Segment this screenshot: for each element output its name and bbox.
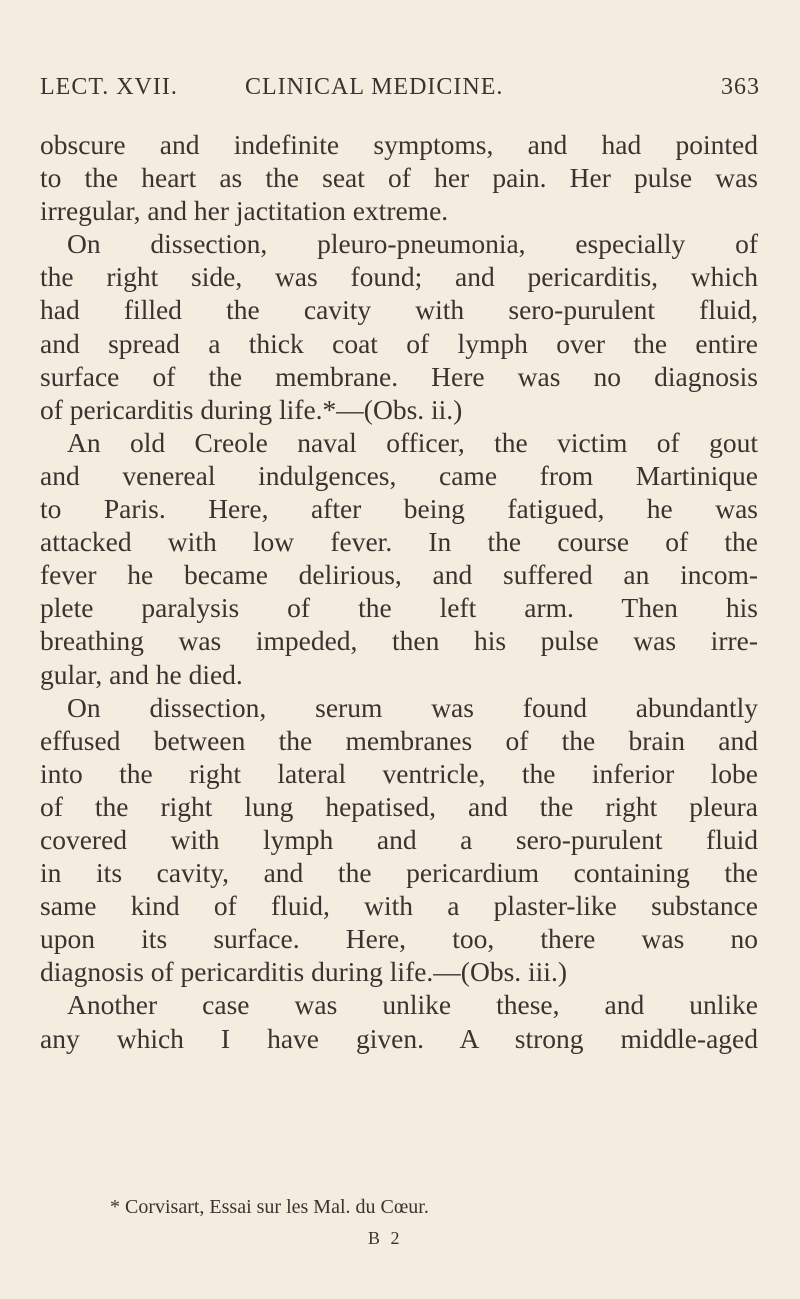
text-line: and spread a thick coat of lymph over the entire [40, 327, 758, 359]
signature-mark: B 2 [368, 1228, 403, 1248]
running-head [40, 74, 760, 108]
text-line: plete paralysis of the left arm. Then his [40, 592, 758, 624]
text-line: diagnosis of pericarditis during life.—(Obs. iii.) [40, 956, 567, 988]
text-line: of pericarditis during life.*—(Obs. ii.) [40, 393, 463, 425]
text-line: effused between the membranes of the brain and [40, 724, 758, 756]
text-line: fever he became delirious, and suffered an incom- [40, 559, 758, 591]
header-lecture: LECT. XVII. [40, 74, 178, 100]
text-line: to the heart as the seat of her pain. Her pulse was [40, 162, 758, 194]
text-line: An old Creole naval officer, the victim of gout [67, 426, 758, 458]
text-line: in its cavity, and the pericardium containing the [40, 857, 758, 889]
text-line: On dissection, pleuro-pneumonia, especially of [67, 228, 758, 260]
text-line: to Paris. Here, after being fatigued, he was [40, 493, 758, 525]
text-line: the right side, was found; and pericarditis, which [40, 261, 758, 293]
text-line: had filled the cavity with sero-purulent fluid, [40, 294, 758, 326]
text-line: covered with lymph and a sero-purulent fluid [40, 823, 758, 855]
text-line: same kind of fluid, with a plaster-like substance [40, 890, 758, 922]
text-line: and venereal indulgences, came from Martinique [40, 459, 758, 491]
text-line: breathing was impeded, then his pulse was irre- [40, 625, 758, 657]
footnote: * Corvisart, Essai sur les Mal. du Cœur. [110, 1196, 429, 1218]
text-line: into the right lateral ventricle, the inferior lobe [40, 757, 758, 789]
text-line: surface of the membrane. Here was no diagnosis [40, 360, 758, 392]
text-line: attacked with low fever. In the course of the [40, 526, 758, 558]
text-line: obscure and indefinite symptoms, and had pointed [40, 129, 758, 160]
text-line: On dissection, serum was found abundantly [67, 691, 758, 723]
text-line: any which I have given. A strong middle-aged [40, 1022, 758, 1054]
text-line: irregular, and her jactitation extreme. [40, 195, 449, 227]
body-text [40, 128, 758, 1055]
text-line: of the right lung hepatised, and the right pleura [40, 790, 758, 822]
text-line: gular, and he died. [40, 658, 243, 690]
text-line: Another case was unlike these, and unlike [67, 989, 758, 1021]
page-number: 363 [721, 74, 760, 100]
header-title: CLINICAL MEDICINE. [245, 74, 504, 100]
text-line: upon its surface. Here, too, there was no [40, 923, 758, 955]
